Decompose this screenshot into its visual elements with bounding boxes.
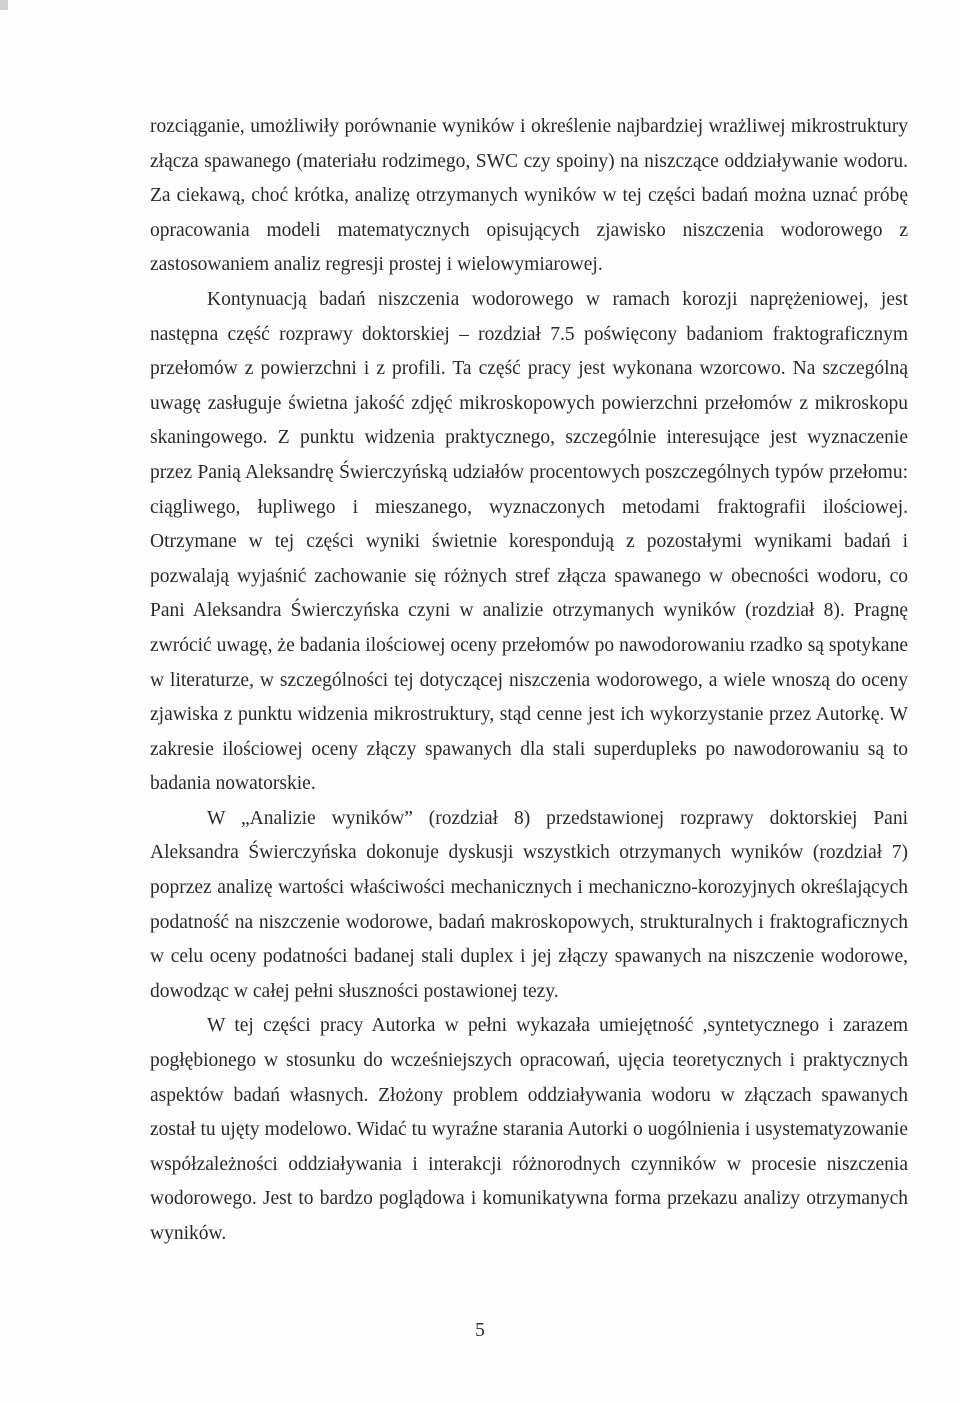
paragraph-3: W „Analizie wyników” (rozdział 8) przedstawionej rozprawy doktorskiej Pani Aleksandra Świerczyńska dokonuje dyskusji wszystkich otrzymanych wyników (rozdział 7) poprzez analizę wartości właściwości mechanicznych i mechaniczno-korozyjnych określających podatność na niszczenie wodorowe, badań makroskopowych, strukturalnych i fraktograficznych w celu oceny podatności badanej stali duplex i jej złączy spawanych na niszczenie wodorowe, dowodząc w całej pełni słuszności postawionej tezy. [150,807,908,1002]
page-number: 5 [475,1320,485,1341]
scan-corner-artifact [0,0,8,10]
page-body-text [150,110,908,1252]
paragraph-1: rozciąganie, umożliwiły porównanie wyników i określenie najbardziej wrażliwej mikrostruktury złącza spawanego (materiału rodzimego, SWC czy spoiny) na niszczące oddziaływanie wodoru. Za ciekawą, choć krótka, analizę otrzymanych wyników w tej części badań można uznać próbę opracowania modeli matematycznych opisujących zjawisko niszczenia wodorowego z zastosowaniem analiz regresji prostej i wielowymiarowej. [150,116,908,276]
paragraph-2: Kontynuacją badań niszczenia wodorowego w ramach korozji naprężeniowej, jest następna część rozprawy doktorskiej – rozdział 7.5 poświęcony badaniom fraktograficznym przełomów z powierzchni i z profili. Ta część pracy jest wykonana wzorcowo. Na szczególną uwagę zasługuje świetna jakość zdjęć mikroskopowych powierzchni przełomów z mikroskopu skaningowego. Z punktu widzenia praktycznego, szczególnie interesujące jest wyznaczenie przez Panią Aleksandrę Świerczyńską udziałów procentowych poszczególnych typów przełomu: ciągliwego, łupliwego i mieszanego, wyznaczonych metodami fraktografii ilościowej. Otrzymane w tej części wyniki świetnie korespondują z pozostałymi wynikami badań i pozwalają wyjaśnić zachowanie się różnych stref złącza spawanego w obecności wodoru, co Pani Aleksandra Świerczyńska czyni w analizie otrzymanych wyników (rozdział 8). Pragnę zwrócić uwagę, że badania ilościowej oceny przełomów po nawodorowaniu rzadko są spotykane w literaturze, w szczególności tej dotyczącej niszczenia wodorowego, a wiele wnoszą do oceny zjawiska z punktu widzenia mikrostruktury, stąd cenne jest ich wykorzystanie przez Autorkę. W zakresie ilościowej oceny złączy spawanych dla stali superdupleks po nawodorowaniu są to badania nowatorskie. [150,288,908,795]
paragraph-4: W tej części pracy Autorka w pełni wykazała umiejętność ,syntetycznego i zarazem pogłębionego w stosunku do wcześniejszych opracowań, ujęcia teoretycznych i praktycznych aspektów badań własnych. Złożony problem oddziaływania wodoru w złączach spawanych został tu ujęty modelowo. Widać tu wyraźne starania Autorki o uogólnienia i usystematyzowanie współzależności oddziaływania i interakcji różnorodnych czynników w procesie niszczenia wodorowego. Jest to bardzo poglądowa i komunikatywna forma przekazu analizy otrzymanych wyników. [150,1015,908,1244]
